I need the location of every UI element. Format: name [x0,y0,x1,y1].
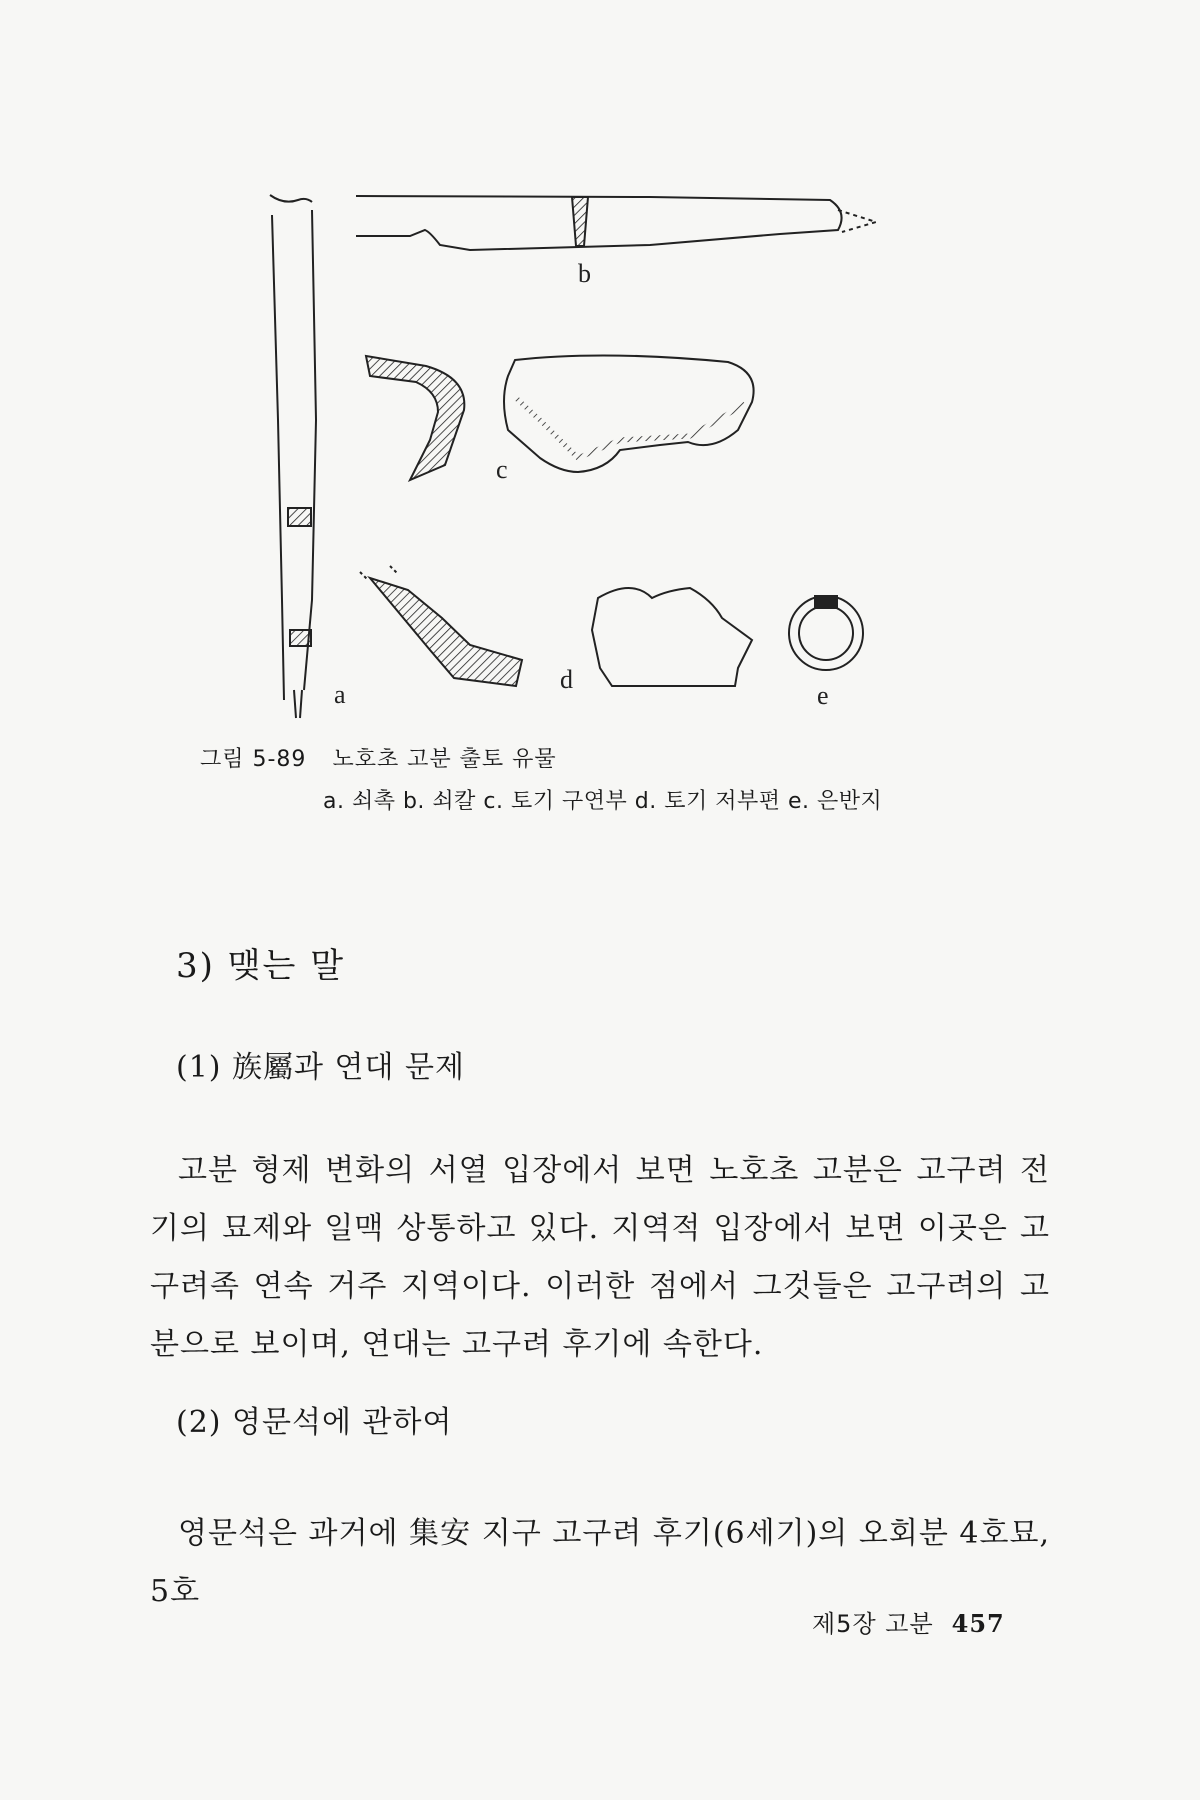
figure-label-d: d [560,665,573,694]
subsection-1-paragraph: 고분 형제 변화의 서열 입장에서 보면 노호초 고분은 고구려 전기의 묘제와 일맥 상통하고 있다. 지역적 입장에서 보면 이곳은 고구려족 연속 거주 지역이다. 이러한 점에서 그것들은 고구려의 고분으로 보이며, 연대는 고구려 후기에 속한다. [150,1153,1050,1362]
page-footer [812,1604,1005,1639]
figure-number: 그림 5-89 [200,747,307,772]
artifact-a-iron-arrowhead [270,195,316,718]
section-heading: 3) 맺는 말 [176,946,346,986]
figure-caption-items: a. 쇠촉 b. 쇠칼 c. 토기 구연부 d. 토기 저부편 e. 은반지 [323,789,883,814]
subsection-2-heading: (2) 영문석에 관하여 [176,1405,453,1440]
figure-label-e: e [817,681,829,710]
figure-label-b: b [578,259,591,288]
figure-title: 노호초 고분 출토 유물 [332,747,557,772]
subsection-1-heading: (1) 族屬과 연대 문제 [176,1050,466,1085]
artifact-figure [0,0,1200,740]
artifact-d-pottery-base [360,566,752,686]
figure-label-c: c [496,455,508,484]
figure-caption [200,742,557,773]
chapter-label: 제5장 고분 [812,1610,934,1638]
artifact-c-pottery-rim [366,355,754,480]
artifact-e-silver-ring [789,596,863,670]
page-number: 457 [951,1609,1005,1638]
subsection-2-paragraph: 영문석은 과거에 集安 지구 고구려 후기(6세기)의 오회분 4호묘, 5호 [150,1516,1050,1609]
figure-label-a: a [334,680,346,709]
artifact-b-iron-knife [356,196,876,250]
